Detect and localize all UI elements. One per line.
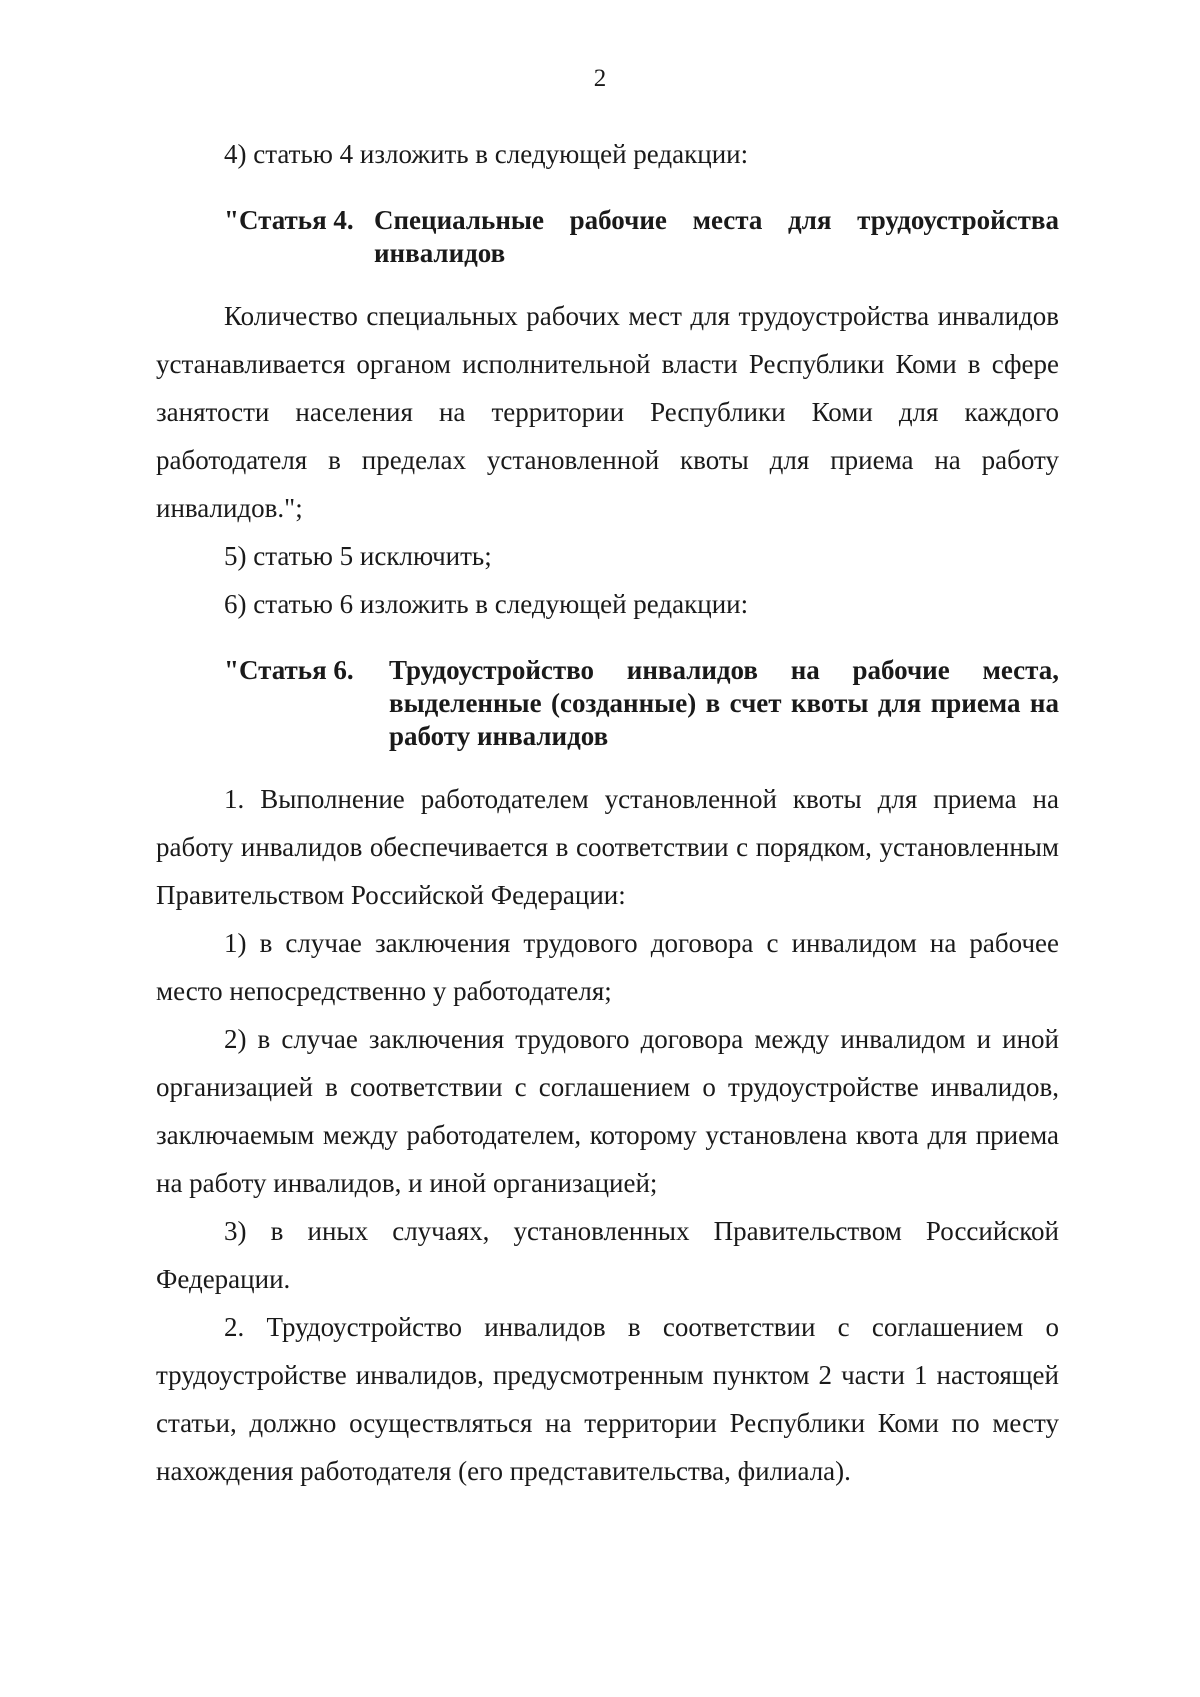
- paragraph-amendment-6: 6) статью 6 изложить в следующей редакции:: [224, 589, 749, 619]
- paragraph-article-6-item-3: 3) в иных случаях, установленных Правительством Российской Федерации.: [156, 1216, 1059, 1294]
- paragraph-article-6-item-1: 1) в случае заключения трудового договора с инвалидом на рабочее место непосредственно у работодателя;: [156, 928, 1059, 1006]
- article-6-heading: [224, 654, 1059, 753]
- article-6-label: "Статья 6.: [224, 655, 354, 685]
- paragraph-article-6-part-1: 1. Выполнение работодателем установленной квоты для приема на работу инвалидов обеспечивается в соответствии с порядком, установленным Правительством Российской Федерации:: [156, 784, 1059, 910]
- document-body: [156, 130, 1059, 1495]
- page-number: 2: [593, 65, 607, 92]
- paragraph-amendment-4: 4) статью 4 изложить в следующей редакции:: [224, 139, 749, 169]
- paragraph-amendment-5: 5) статью 5 исключить;: [224, 541, 492, 571]
- paragraph-article-4-text: Количество специальных рабочих мест для трудоустройства инвалидов устанавливается органом исполнительной власти Республики Коми в сфере занятости населения на территории Республики Коми для каждого работодателя в пределах установленной квоты для приема на работу инвалидов.";: [156, 301, 1059, 523]
- article-6-title: Трудоустройство инвалидов на рабочие места, выделенные (созданные) в счет квоты для приема на работу инвалидов: [389, 655, 1059, 751]
- article-4-heading: [224, 204, 1059, 270]
- article-4-title: Специальные рабочие места для трудоустройства инвалидов: [374, 205, 1059, 268]
- paragraph-article-6-item-2: 2) в случае заключения трудового договора между инвалидом и иной организацией в соответствии с соглашением о трудоустройстве инвалидов, заключаемым между работодателем, которому установлена квота для приема на работу инвалидов, и иной организацией;: [156, 1024, 1059, 1198]
- article-4-label: "Статья 4.: [224, 205, 354, 235]
- paragraph-article-6-part-2: 2. Трудоустройство инвалидов в соответствии с соглашением о трудоустройстве инвалидов, предусмотренным пунктом 2 части 1 настоящей статьи, должно осуществляться на территории Республики Коми по месту нахождения работодателя (его представительства, филиала).: [156, 1312, 1059, 1486]
